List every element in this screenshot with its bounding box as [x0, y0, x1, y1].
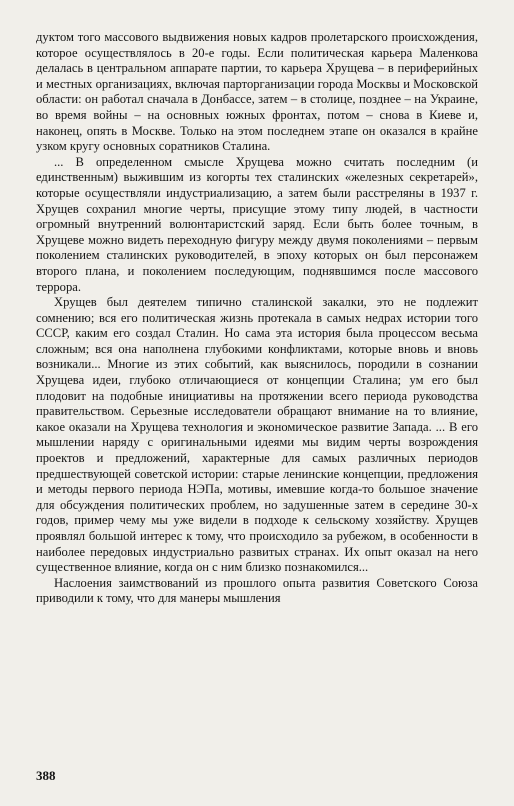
body-text — [36, 30, 478, 607]
paragraph-2: ... В определенном смысле Хрущева можно считать последним (и единственным) выжившим из когорты тех сталинских «железных секретарей», которые осуществляли индустриализацию, а затем были расстреляны в 1937 г. Хрущев сохранил многие черты, присущие этому типу людей, в частности огромный внутренний волюнтаристский заряд. Если быть более точным, в Хрущеве можно видеть переходную фигуру между двумя поколениями – первым поколением сталинских руководителей, в эпоху которых он был персонажем второго плана, и поколением последующим, поднявшимся после массового террора. — [36, 154, 478, 294]
paragraph-1: дуктом того массового выдвижения новых кадров пролетарского происхождения, которое осуществлялось в 20-е годы. Если политическая карьера Маленкова делалась в центральном аппарате партии, то карьера Хрущева – в периферийных и местных организациях, включая парторганизации города Москвы и Московской области: он работал сначала в Донбассе, затем – в столице, позднее – на Украине, во время войны – на основных южных фронтах, потом – снова в Киеве и, наконец, опять в Москве. Только на этом последнем этапе он оказался в крайне узком кругу основных соратников Сталина. — [36, 30, 478, 154]
page-number: 388 — [36, 768, 56, 783]
paragraph-3: Хрущев был деятелем типично сталинской закалки, это не подлежит сомнению; вся его политическая жизнь протекала в самых недрах истории того СССР, каким его создал Сталин. Но сама эта история была процессом весьма сложным; вся она наполнена глубокими конфликтами, которые вновь и вновь возникали... Многие из этих событий, как выяснилось, породили в сознании Хрущева идеи, глубоко отличающиеся от концепции Сталина; ум его был плодовит на подобные инициативы на протяжении всего периода руководства правительством. Серьезные исследователи обращают внимание на то влияние, какое оказали на Хрущева технология и экономическое развитие Запада. ... В его мышлении наряду с оригинальными идеями мы видим черты возрождения проектов и предложений, характерные для самых различных периодов предшествующей советской истории: старые ленинские концепции, предложения и методы первого периода НЭПа, мотивы, имевшие когда-то большое значение для обсуждения политических проблем, но задушенные затем в середине 30-х годов, пример чему мы уже видели в подходе к сельскому хозяйству. Хрущев проявлял большой интерес к тому, что происходило за рубежом, в особенности в наиболее передовых индустриально развитых странах. Их опыт оказал на него существенное влияние, когда он с ним близко познакомился... — [36, 295, 478, 575]
paragraph-4: Наслоения заимствований из прошлого опыта развития Советского Союза приводили к тому, что для манеры мышления — [36, 575, 478, 606]
